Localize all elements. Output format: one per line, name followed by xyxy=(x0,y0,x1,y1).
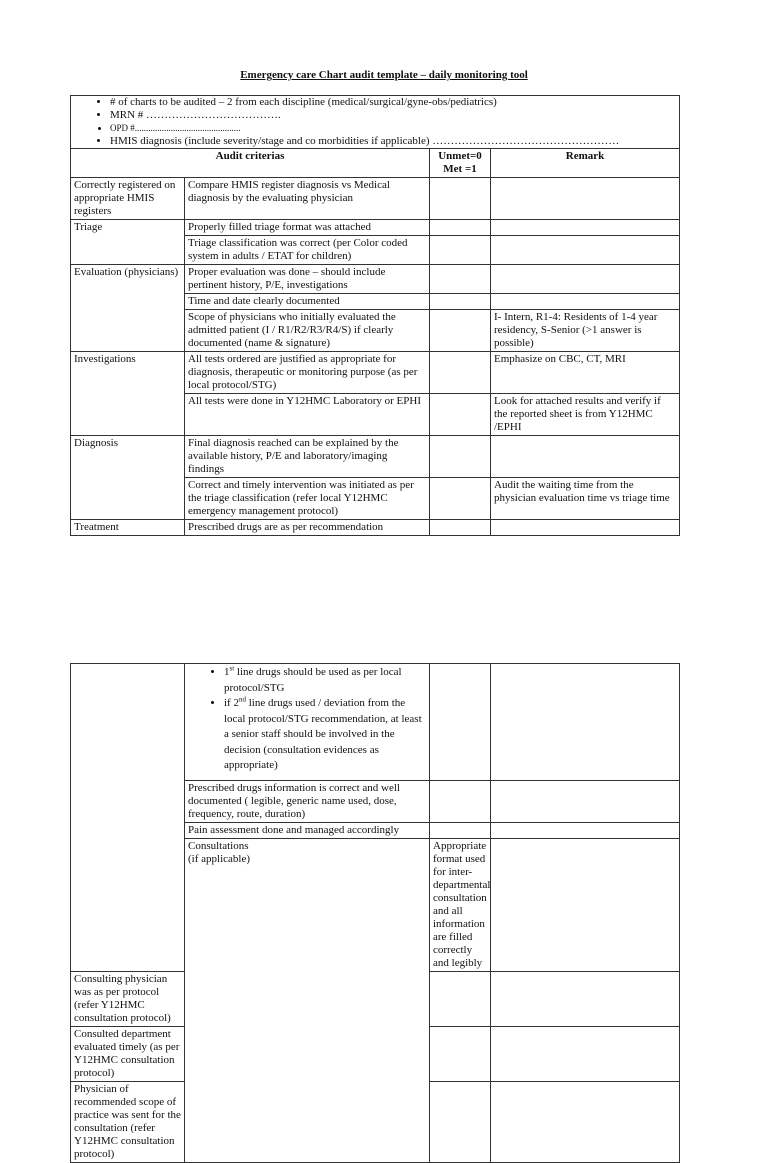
header-score-line2: Met =1 xyxy=(443,163,477,175)
criterion-cell xyxy=(185,664,430,781)
criterion-cell: Prescribed drugs information is correct and well documented ( legible, generic name used, dose, frequency, route, duration) xyxy=(185,781,430,823)
table-row xyxy=(71,352,680,394)
audit-table-page2 xyxy=(70,663,680,1163)
list-item-text: line drugs used / deviation from the local protocol/STG recommendation, at least a senior staff should be involved in the decision (consultation evidences as appropriate) xyxy=(224,697,422,771)
score-cell[interactable] xyxy=(430,236,491,265)
remark-cell[interactable] xyxy=(491,520,680,536)
remark-cell[interactable]: Look for attached results and verify if the reported sheet is from Y12HMC /EPHI xyxy=(491,394,680,436)
header-score-line1: Unmet=0 xyxy=(438,150,482,162)
category-cell: Consultations (if applicable) xyxy=(185,839,430,1163)
score-cell[interactable] xyxy=(430,664,491,781)
remark-cell[interactable] xyxy=(491,220,680,236)
instructions-list xyxy=(74,96,676,148)
remark-cell[interactable] xyxy=(491,1027,680,1082)
score-cell[interactable] xyxy=(430,436,491,478)
category-cell xyxy=(71,664,185,972)
remark-cell[interactable]: Emphasize on CBC, CT, MRI xyxy=(491,352,680,394)
list-item-text: 1 xyxy=(224,666,230,678)
score-cell[interactable] xyxy=(430,520,491,536)
score-cell[interactable] xyxy=(430,294,491,310)
criterion-cell: All tests were done in Y12HMC Laboratory or EPHI xyxy=(185,394,430,436)
remark-cell[interactable] xyxy=(491,781,680,823)
table-row xyxy=(71,265,680,294)
header-criteria: Audit criterias xyxy=(71,149,430,178)
criterion-cell: Scope of physicians who initially evaluated the admitted patient (I / R1/R2/R3/R4/S) if clearly documented (name & signature) xyxy=(185,310,430,352)
table-row xyxy=(71,664,680,781)
remark-cell[interactable] xyxy=(491,178,680,220)
criterion-cell: Pain assessment done and managed accordingly xyxy=(185,823,430,839)
category-cell: Treatment xyxy=(71,520,185,536)
remark-cell[interactable] xyxy=(491,265,680,294)
criterion-cell: Time and date clearly documented xyxy=(185,294,430,310)
list-item-text: line drugs should be used as per local protocol/STG xyxy=(224,666,402,694)
audit-table-page1 xyxy=(70,95,680,536)
score-cell[interactable] xyxy=(430,310,491,352)
criterion-cell: Consulting physician was as per protocol (refer Y12HMC consultation protocol) xyxy=(71,972,185,1027)
criterion-cell: Compare HMIS register diagnosis vs Medical diagnosis by the evaluating physician xyxy=(185,178,430,220)
score-cell[interactable] xyxy=(430,1082,491,1163)
table-row xyxy=(71,220,680,236)
table-row xyxy=(71,520,680,536)
header-remark: Remark xyxy=(491,149,680,178)
header-score xyxy=(430,149,491,178)
score-cell[interactable] xyxy=(430,352,491,394)
category-cell: Investigations xyxy=(71,352,185,436)
instruction-item: • HMIS diagnosis (include severity/stage and co morbidities if applicable) …………………………………………… xyxy=(110,135,676,148)
document-title: Emergency care Chart audit template – daily monitoring tool xyxy=(240,69,528,81)
criterion-cell: Properly filled triage format was attached xyxy=(185,220,430,236)
criterion-cell: Final diagnosis reached can be explained by the available history, P/E and laboratory/imaging findings xyxy=(185,436,430,478)
remark-cell[interactable] xyxy=(491,294,680,310)
table-row xyxy=(71,436,680,478)
remark-cell[interactable]: I- Intern, R1-4: Residents of 1-4 year residency, S-Senior (>1 answer is possible) xyxy=(491,310,680,352)
list-item xyxy=(224,696,426,774)
score-cell[interactable] xyxy=(430,478,491,520)
remark-cell[interactable] xyxy=(491,823,680,839)
criterion-cell: Correct and timely intervention was initiated as per the triage classification (refer local Y12HMC emergency management protocol) xyxy=(185,478,430,520)
criterion-cell: Proper evaluation was done – should include pertinent history, P/E, investigations xyxy=(185,265,430,294)
score-cell[interactable] xyxy=(430,178,491,220)
table-row xyxy=(71,178,680,220)
criterion-cell: Triage classification was correct (per Color coded system in adults / ETAT for children) xyxy=(185,236,430,265)
criterion-cell: Prescribed drugs are as per recommendation xyxy=(185,520,430,536)
criterion-cell: Physician of recommended scope of practice was sent for the consultation (refer Y12HMC consultation protocol) xyxy=(71,1082,185,1163)
remark-cell[interactable]: Audit the waiting time from the physician evaluation time vs triage time xyxy=(491,478,680,520)
list-item xyxy=(224,665,426,696)
drug-guidance-list xyxy=(188,665,426,774)
criterion-cell: All tests ordered are justified as appropriate for diagnosis, therapeutic or monitoring purpose (as per local protocol/STG) xyxy=(185,352,430,394)
score-cell[interactable] xyxy=(430,781,491,823)
superscript: nd xyxy=(238,695,246,704)
instruction-item: • MRN # ………………………………. xyxy=(110,109,676,122)
list-item-text: if 2 xyxy=(224,697,239,709)
remark-cell[interactable] xyxy=(491,436,680,478)
instructions-cell xyxy=(71,96,680,149)
remark-cell[interactable] xyxy=(491,664,680,781)
category-cell: Triage xyxy=(71,220,185,265)
category-cell: Evaluation (physicians) xyxy=(71,265,185,352)
remark-cell[interactable] xyxy=(491,1082,680,1163)
score-cell[interactable] xyxy=(430,823,491,839)
score-cell[interactable] xyxy=(430,1027,491,1082)
category-cell: Diagnosis xyxy=(71,436,185,520)
score-cell[interactable] xyxy=(430,265,491,294)
instruction-item: • OPD #............................................... xyxy=(110,122,676,135)
score-cell[interactable] xyxy=(430,394,491,436)
instruction-item: • # of charts to be audited – 2 from each discipline (medical/surgical/gyne-obs/pediatrics) xyxy=(110,96,676,109)
header-row xyxy=(71,149,680,178)
remark-cell[interactable] xyxy=(491,972,680,1027)
remark-cell[interactable] xyxy=(491,236,680,265)
criterion-cell: Consulted department evaluated timely (as per Y12HMC consultation protocol) xyxy=(71,1027,185,1082)
score-cell[interactable] xyxy=(430,220,491,236)
criterion-cell: Appropriate format used for inter-departmental consultation and all information are filled correctly and legibly xyxy=(430,839,491,972)
score-cell[interactable] xyxy=(491,839,680,972)
superscript: st xyxy=(229,664,235,673)
score-cell[interactable] xyxy=(430,972,491,1027)
category-cell: Correctly registered on appropriate HMIS registers xyxy=(71,178,185,220)
instructions-row xyxy=(71,96,680,149)
